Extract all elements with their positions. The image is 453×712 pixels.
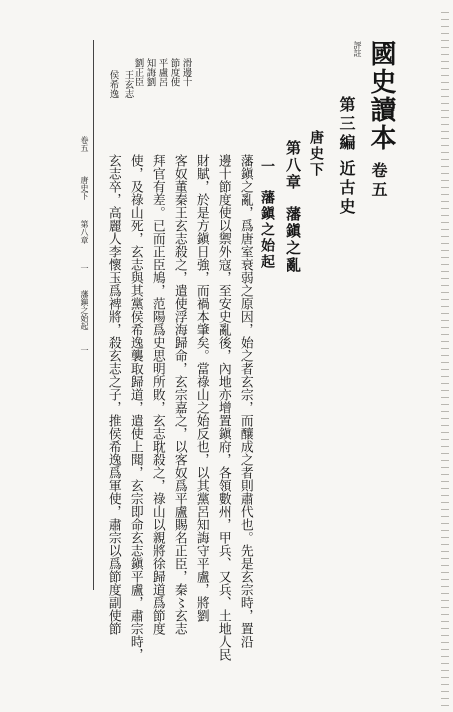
edition-heading: 第三編 (337, 96, 356, 153)
body-column-6: 使，及祿山死，玄志與其黨侯希逸襲取歸道，遣使上聞，玄宗即命玄志鎭平盧，肅宗時， (127, 154, 143, 661)
margin-note-4: 知誨劉 (144, 58, 156, 87)
book-title: 國史讀本 (366, 40, 396, 152)
margin-note-7: 侯希逸 (107, 70, 119, 99)
footer-page-number: 一 (80, 346, 89, 354)
footer-section-title: 藩鎭之始起 (80, 290, 89, 330)
footer-section: 一 (80, 264, 89, 272)
margin-note-5: 劉正臣 (132, 58, 144, 87)
footer-part: 唐史下 (80, 176, 89, 200)
edition-title: 近古史 (337, 160, 356, 217)
margin-note-6: 王玄志 (122, 70, 134, 99)
margin-note-3: 平盧呂 (156, 58, 168, 87)
body-column-4: 客奴董秦王玄志殺之，遣使浮海歸命，玄宗嘉之，以客奴爲平盧賜名正臣，秦〻玄志 (171, 154, 187, 635)
page-edge (441, 12, 449, 592)
footer-volume: 卷五 (80, 136, 89, 152)
section-number: 一 (259, 159, 275, 175)
chapter-title: 藩鎭之亂 (284, 206, 302, 274)
margin-note-1: 滑邊十 (180, 58, 192, 87)
footer-chapter: 第八章 (80, 220, 89, 244)
body-column-2: 邊十節度使以禦外寇，至安史亂後，內地亦增置鎭府，各領數州，甲兵、又兵、土地人民 (215, 154, 231, 661)
page-rule (93, 40, 94, 590)
chapter-number: 第八章 (284, 140, 302, 191)
margin-note-2: 節度使 (168, 58, 180, 87)
body-column-7: 玄志卒，高麗人李懷玉爲裨將，殺玄志之子，推侯希逸爲軍使，肅宗以爲節度副使節 (105, 154, 121, 635)
annotation-label: 評註 (353, 41, 362, 57)
volume-label: 卷五 (369, 162, 388, 200)
body-column-5: 拜官有差。已而正臣鳩，范陽爲史思明所敗，玄志耽殺之，祿山以親將徐歸道爲節度 (149, 154, 165, 635)
major-section-heading: 唐史下 (308, 130, 324, 178)
body-column-1: 藩鎭之亂，爲唐室衰弱之原因，始之者玄宗，而釀成之者則肅代也。先是玄宗時，置沿 (237, 154, 253, 648)
section-title: 藩鎭之始起 (259, 190, 275, 270)
body-column-3: 財賦，於是方鎭日強，而禍本肇矣。當祿山之始反也，以其黨呂知誨守平盧，將劉 (193, 154, 209, 622)
